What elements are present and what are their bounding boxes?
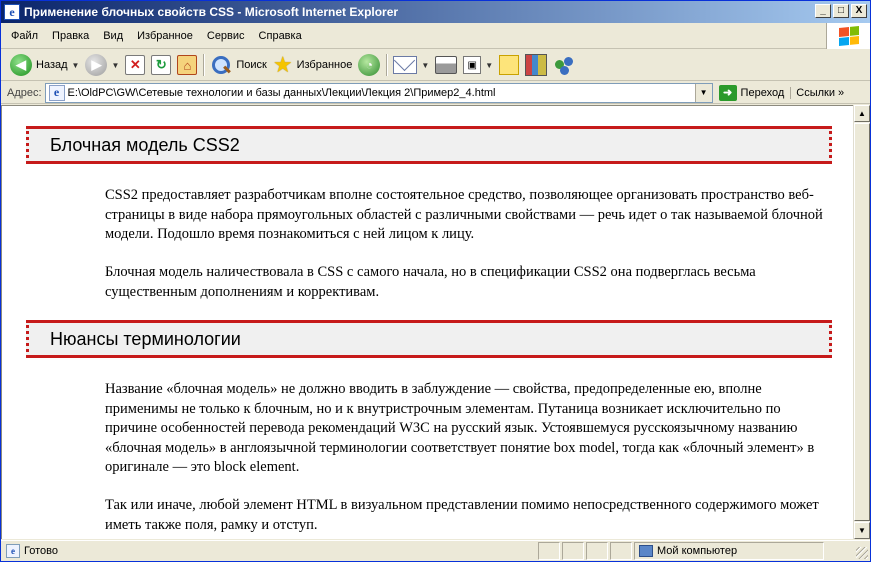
menu-view[interactable]: Вид [103,29,124,42]
home-icon: ⌂ [177,55,197,75]
star-icon: ★ [272,52,293,77]
address-bar [1,82,870,104]
zone-label: Мой компьютер [657,545,738,557]
back-label: Назад [36,59,68,71]
chevron-down-icon[interactable]: ▼ [111,60,120,70]
search-button[interactable] [207,52,269,78]
maximize-button[interactable]: □ [833,4,849,18]
page-icon: e [6,544,20,558]
status-bar [1,540,870,561]
ie-icon: e [4,4,20,20]
windows-flag-icon [839,26,859,46]
search-icon [210,54,232,76]
back-arrow-icon: ◀ [10,54,32,76]
links-label: Ссылки [796,86,835,99]
toolbar-separator [386,54,387,76]
status-cell [562,542,584,560]
menu-file[interactable]: Файл [11,29,39,42]
address-value[interactable]: E:\OldPC\GW\Сетевые технологии и базы данных\Лекции\Лекция 2\Пример2_4.html [67,86,496,99]
menu-edit[interactable]: Правка [52,29,90,42]
home-button[interactable] [174,52,200,78]
refresh-button[interactable] [148,52,174,78]
chevron-down-icon[interactable]: ▼ [71,60,80,70]
messenger-button[interactable] [550,52,578,78]
address-dropdown-button[interactable]: ▼ [695,84,712,102]
mail-button[interactable] [390,52,432,78]
chevron-down-icon[interactable]: ▼ [421,60,430,70]
messenger-icon [553,54,575,76]
menu-help[interactable]: Справка [258,29,302,42]
paragraph: Блочная модель наличествовала в CSS с самого начала, но в спецификации CSS2 она подверглась весьма существенным дополнениям и коррективам. [105,264,756,300]
resize-grip[interactable] [856,547,868,559]
chevron-down-icon[interactable]: ▼ [485,60,494,70]
edit-button[interactable] [460,52,496,78]
title-bar[interactable] [1,1,870,23]
toolbar [1,50,870,81]
media-button[interactable] [355,52,383,78]
status-main [1,542,536,560]
forward-arrow-icon: ▶ [85,54,107,76]
status-cell [610,542,632,560]
go-label: Переход [740,86,785,99]
toolbar-separator [203,54,204,76]
research-button[interactable] [522,52,550,78]
stop-icon: ✕ [125,55,145,75]
refresh-icon: ↻ [151,55,171,75]
favorites-label: Избранное [296,59,353,71]
minimize-button[interactable]: _ [815,4,831,18]
research-icon [525,54,547,76]
paragraph: CSS2 предоставляет разработчикам вполне состоятельное средство, позволяющее организовать пространство веб-страницы в виде набора прямоугольных областей с различными свойствами — речь идет о так называемой блочной модели. Подошло время познакомиться с ней лицом к лицу. [105,187,823,242]
go-arrow-icon: ➜ [719,85,737,101]
status-cell [538,542,560,560]
section-heading: Блочная модель CSS2 [26,126,832,164]
search-label: Поиск [236,59,267,71]
paragraph: Название «блочная модель» не должно вводить в заблуждение — свойства, предопределенные ею, вполне применимы не только к блочным, но и к внутристрочным элементам. Путаница возникает исключительно по причине особенностей перевода рекомендаций W3C на русский язык. Устоявшемуся русскоязычному названию «блочная модель» в англоязычной терминологии соответствует понятие box model, тогда как «блочный элемент» в оригинале — это block element. [105,381,815,475]
printer-icon [435,56,457,74]
address-label: Адрес: [7,86,42,99]
forward-button[interactable] [82,52,122,78]
security-zone[interactable] [634,542,824,560]
status-cell [586,542,608,560]
menu-tools[interactable]: Сервис [206,29,245,42]
computer-icon [639,545,653,557]
go-button[interactable] [717,83,791,103]
vertical-scrollbar[interactable] [853,105,870,539]
window-controls [815,4,867,18]
print-button[interactable] [432,52,460,78]
stop-button[interactable] [122,52,148,78]
media-icon: ◔ [358,54,380,76]
menu-bar [1,23,870,49]
scroll-up-button[interactable]: ▲ [854,105,870,122]
page-icon: e [49,85,65,101]
chevron-right-icon: » [837,86,845,99]
close-button[interactable]: X [851,4,867,18]
favorites-button[interactable] [270,52,355,78]
status-text: Готово [24,545,58,557]
address-input[interactable] [45,83,713,103]
section-heading: Нюансы терминологии [26,320,832,358]
scroll-down-button[interactable]: ▼ [854,522,870,539]
edit-icon: ▣ [463,56,481,74]
links-button[interactable] [790,87,844,99]
scroll-thumb[interactable] [854,123,870,521]
windows-logo [826,23,870,49]
mail-icon [393,56,417,74]
discuss-button[interactable] [496,52,522,78]
window-title: Применение блочных свойств CSS - Microsoft Internet Explorer [24,5,399,19]
note-icon [499,55,519,75]
page-content [1,105,853,539]
paragraph: Так или иначе, любой элемент HTML в визуальном представлении помимо непосредственного содержимого может иметь также поля, рамку и отступ. [105,497,819,533]
back-button[interactable] [7,52,82,78]
menu-favorites[interactable]: Избранное [137,29,193,42]
